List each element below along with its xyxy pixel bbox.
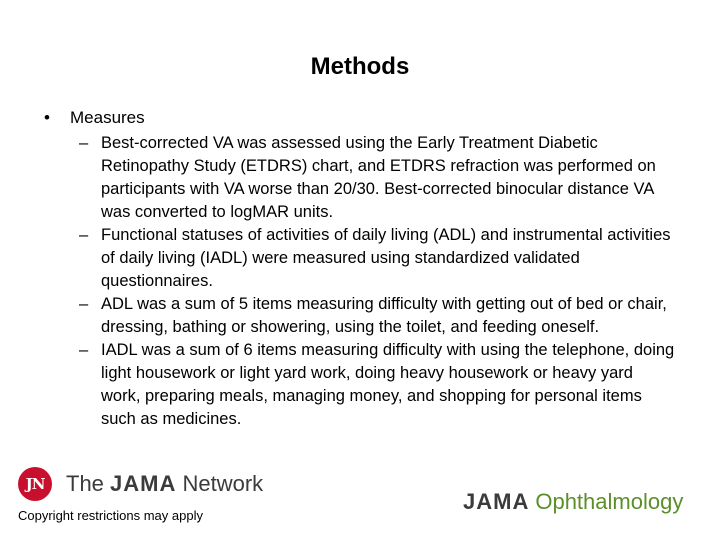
network-prefix: The xyxy=(66,471,111,496)
dash-marker: – xyxy=(79,295,89,313)
section-heading: Measures xyxy=(70,108,145,127)
network-suffix: Network xyxy=(176,471,264,496)
bullet-marker: • xyxy=(44,108,50,127)
dash-marker: – xyxy=(79,134,89,152)
dash-marker: – xyxy=(79,341,89,359)
list-item xyxy=(0,339,720,431)
journal-bold: JAMA xyxy=(463,489,530,514)
item-text: Best-corrected VA was assessed using the Early Treatment Diabetic Retinopathy Study (ETDRS) chart, and ETDRS refraction was performed on participants with VA worse than 20/30. Best-corrected binocular distance VA was converted to logMAR units. xyxy=(101,134,656,221)
item-text: ADL was a sum of 5 items measuring difficulty with getting out of bed or chair, dressing, bathing or showering, using the toilet, and feeding oneself. xyxy=(101,295,667,336)
dash-marker: – xyxy=(79,226,89,244)
jama-network-wordmark xyxy=(66,471,263,497)
jn-logo-icon: JN xyxy=(18,467,52,501)
slide-title: Methods xyxy=(310,53,410,80)
jama-ophthalmology-logo xyxy=(463,488,683,516)
list-item xyxy=(0,293,720,339)
list-item xyxy=(0,132,720,224)
jama-network-logo xyxy=(18,467,263,501)
copyright-notice: Copyright restrictions may apply xyxy=(18,508,203,523)
list-item xyxy=(0,224,720,293)
item-text: Functional statuses of activities of daily living (ADL) and instrumental activities of daily living (IADL) were measured using standardized validated questionnaires. xyxy=(101,226,671,290)
item-text: IADL was a sum of 6 items measuring difficulty with using the telephone, doing light housework or light yard work, doing heavy housework or heavy yard work, preparing meals, managing money, and shopping for personal items such as medicines. xyxy=(101,341,675,428)
measures-list xyxy=(0,132,720,431)
journal-name: Ophthalmology xyxy=(535,489,684,514)
network-bold: JAMA xyxy=(110,471,177,496)
